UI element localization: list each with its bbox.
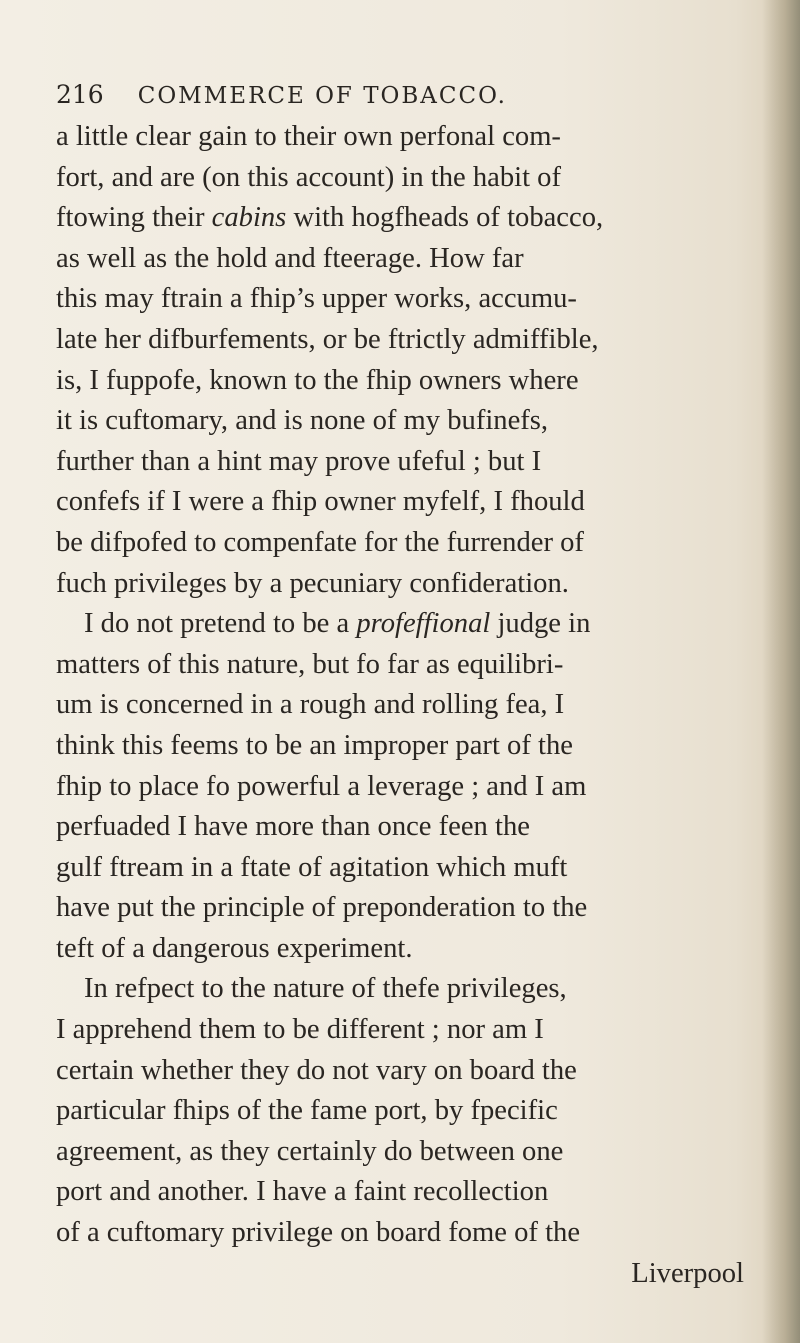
text-line: this may ftrain a fhip’s upper works, accumu- — [56, 283, 577, 315]
text-line: be difpofed to compenfate for the furrender of — [56, 526, 584, 558]
text-line: um is concerned in a rough and rolling fea, I — [56, 689, 565, 721]
page-edge-shadow — [762, 0, 800, 1343]
text-line: confefs if I were a fhip owner myfelf, I fhould — [56, 486, 585, 518]
italic-word: profeffional — [356, 608, 491, 640]
text-segment: with hogfheads of tobacco, — [286, 202, 604, 234]
text-line: of a cuftomary privilege on board fome of the — [56, 1217, 581, 1249]
text-line: further than a hint may prove ufeful ; but I — [56, 445, 542, 477]
text-line: is, I fuppofe, known to the fhip owners where — [56, 364, 579, 396]
text-line: matters of this nature, but fo far as equilibri- — [56, 648, 564, 680]
text-line — [56, 604, 756, 645]
catchword: Liverpool — [631, 1257, 744, 1289]
text-line: have put the principle of preponderation to the — [56, 892, 588, 924]
text-line: late her difburfements, or be ftrictly admiffible, — [56, 323, 599, 355]
text-line: I apprehend them to be different ; nor am I — [56, 1014, 544, 1046]
text-line: perfuaded I have more than once feen the — [56, 811, 530, 843]
text-line: gulf ftream in a ftate of agitation which muft — [56, 851, 568, 883]
text-line: as well as the hold and fteerage. How far — [56, 242, 524, 274]
text-line: certain whether they do not vary on board the — [56, 1054, 577, 1086]
text-line: think this feems to be an improper part of the — [56, 729, 573, 761]
text-line: fort, and are (on this account) in the habit of — [56, 161, 561, 193]
text-line — [56, 198, 756, 239]
text-line: teft of a dangerous experiment. — [56, 932, 413, 964]
text-line: In refpect to the nature of thefe privileges, — [84, 973, 567, 1005]
text-line: a little clear gain to their own perfonal com- — [56, 121, 561, 152]
text-segment: I do not pretend to be a — [84, 608, 357, 640]
text-line: fhip to place fo powerful a leverage ; and I am — [56, 770, 587, 802]
italic-word: cabins — [211, 202, 287, 234]
body-text — [56, 117, 756, 1294]
text-line: port and another. I have a faint recollection — [56, 1176, 549, 1208]
text-segment: ftowing their — [56, 202, 212, 234]
running-header — [56, 80, 736, 109]
text-line: it is cuftomary, and is none of my bufinefs, — [56, 405, 549, 437]
text-segment: judge in — [490, 608, 591, 640]
page-number: 216 — [56, 80, 104, 109]
text-line: agreement, as they certainly do between one — [56, 1135, 564, 1167]
text-line: fuch privileges by a pecuniary confideration. — [56, 567, 569, 599]
running-title: COMMERCE OF TOBACCO. — [137, 83, 507, 109]
text-line: particular fhips of the fame port, by fpecific — [56, 1095, 558, 1127]
